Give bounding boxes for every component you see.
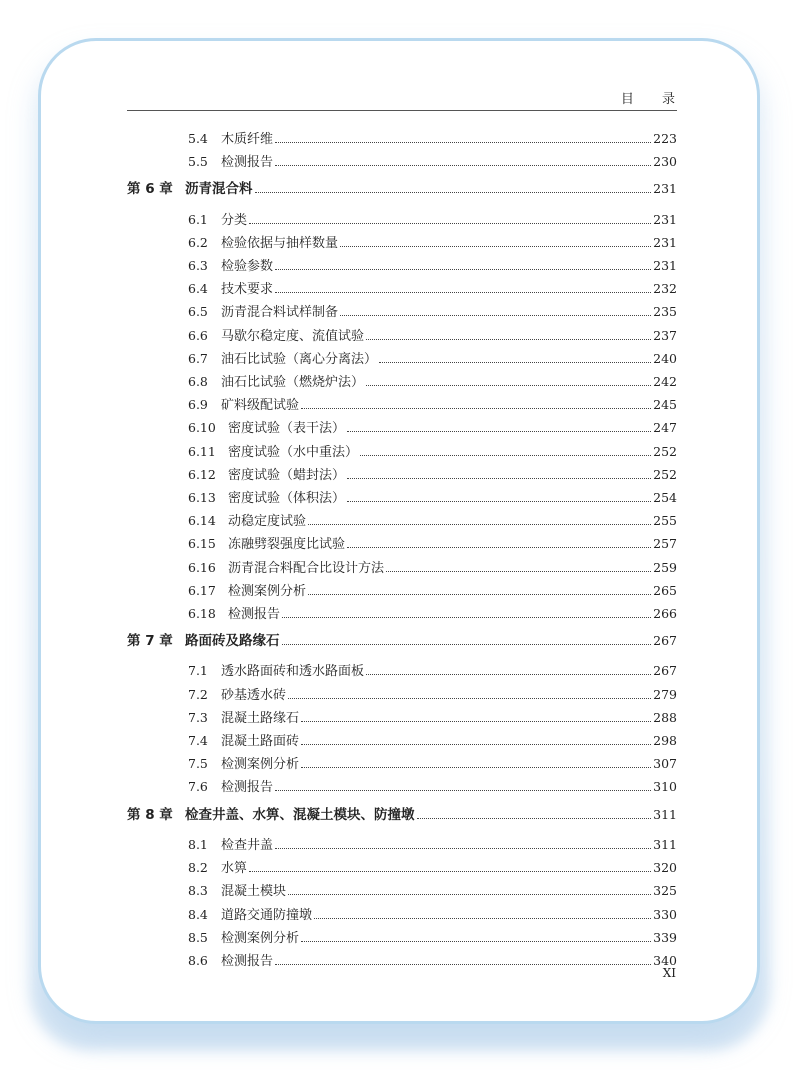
toc-entry-page: 231 xyxy=(653,234,677,250)
toc-entry-title: 检查井盖、水箅、混凝土模块、防撞墩 xyxy=(185,806,415,823)
toc-entry-page: 223 xyxy=(653,131,677,146)
toc-entry-number: 6.12 xyxy=(188,466,216,482)
toc-entry-page: 231 xyxy=(653,181,677,197)
toc-entry-title: 动稳定度试验 xyxy=(228,514,307,530)
toc-entry-page: 279 xyxy=(653,686,677,702)
toc-entry-number: 8.4 xyxy=(188,906,208,922)
dot-leader xyxy=(386,571,651,572)
dot-leader xyxy=(275,790,651,791)
dot-leader xyxy=(301,941,651,942)
toc-section-row[interactable] xyxy=(127,857,677,880)
toc-entry-title: 油石比试验（燃烧炉法） xyxy=(221,375,365,391)
toc-entry-number: 7.2 xyxy=(188,686,208,702)
toc-entry-title: 路面砖及路缘石 xyxy=(185,633,280,650)
toc-entry-page: 267 xyxy=(653,663,677,679)
toc-entry-title: 矿料级配试验 xyxy=(221,398,300,414)
toc-entry-number: 6.10 xyxy=(188,420,216,436)
dot-leader xyxy=(417,818,652,819)
dot-leader xyxy=(379,362,651,363)
toc-entry-page: 242 xyxy=(653,374,677,390)
toc-entry-title: 木质纤维 xyxy=(221,132,274,147)
toc-section-row[interactable] xyxy=(127,776,677,799)
toc-entry-page: 310 xyxy=(653,779,677,795)
toc-entry-title: 检测报告 xyxy=(221,780,274,796)
toc-entry-number: 8.3 xyxy=(188,883,208,899)
toc-section-row[interactable] xyxy=(127,603,677,626)
toc-entry-number: 6.6 xyxy=(188,327,208,343)
toc-entry-number: 6.15 xyxy=(188,536,216,552)
toc-section-row[interactable] xyxy=(127,255,677,278)
toc-section-row[interactable] xyxy=(127,880,677,903)
toc-entry-page: 254 xyxy=(653,490,677,506)
toc-chapter-row[interactable] xyxy=(127,178,677,200)
toc-entry-page: 265 xyxy=(653,582,677,598)
dot-leader xyxy=(249,223,651,224)
toc-section-row[interactable] xyxy=(127,209,677,232)
toc-entry-page: 259 xyxy=(653,559,677,575)
dot-leader xyxy=(366,339,651,340)
toc-entry-title: 检测报告 xyxy=(221,155,274,171)
toc-chapter-row[interactable] xyxy=(127,630,677,652)
toc-section-row[interactable] xyxy=(127,151,677,174)
toc-entry-number: 8.1 xyxy=(188,836,208,852)
toc-entry-number: 7.6 xyxy=(188,779,208,795)
toc-entry-page: 311 xyxy=(653,806,677,822)
toc-entry-number: 6.9 xyxy=(188,397,208,413)
toc-section-row[interactable] xyxy=(127,834,677,857)
toc-entry-title: 水箅 xyxy=(221,861,248,877)
toc-section-row[interactable] xyxy=(127,927,677,950)
toc-entry-page: 339 xyxy=(653,929,677,945)
dot-leader xyxy=(347,501,651,502)
toc-entry-number: 6.16 xyxy=(188,559,216,575)
toc-section-row[interactable] xyxy=(127,441,677,464)
toc-entry-number: 6.11 xyxy=(188,443,216,459)
toc-entry-title: 分类 xyxy=(221,212,248,228)
toc-entry-number: 7.5 xyxy=(188,756,208,772)
toc-entry-page: 340 xyxy=(653,952,677,968)
dot-leader xyxy=(301,408,651,409)
toc-entry-title: 检测案例分析 xyxy=(228,583,307,599)
toc-section-row[interactable] xyxy=(127,580,677,603)
toc-entry-title: 检测报告 xyxy=(221,953,274,969)
toc-section-row[interactable] xyxy=(127,278,677,301)
toc-entry-page: 230 xyxy=(653,154,677,170)
toc-entry-page: 325 xyxy=(653,883,677,899)
toc-entry-number: 6.3 xyxy=(188,258,208,274)
toc-entry-number: 8.6 xyxy=(188,952,208,968)
toc-entry-number: 7.1 xyxy=(188,663,208,679)
toc-entry-page: 231 xyxy=(653,211,677,227)
toc-section-row[interactable] xyxy=(127,348,677,371)
toc-entry-number: 8.5 xyxy=(188,929,208,945)
dot-leader xyxy=(255,192,652,193)
toc-section-row[interactable] xyxy=(127,325,677,348)
toc-chapter-row[interactable] xyxy=(127,804,677,826)
toc-entry-page: 252 xyxy=(653,466,677,482)
dot-leader xyxy=(360,455,651,456)
toc-entry-title: 技术要求 xyxy=(221,282,274,298)
toc-entry-title: 油石比试验（离心分离法） xyxy=(221,351,378,367)
dot-leader xyxy=(301,721,651,722)
toc-entry-number: 6.17 xyxy=(188,582,216,598)
dot-leader xyxy=(288,894,651,895)
toc-entry-number: 6.1 xyxy=(188,211,208,227)
toc-section-row[interactable] xyxy=(127,128,677,151)
toc-section-row[interactable] xyxy=(127,487,677,510)
toc-entry-number: 7.4 xyxy=(188,733,208,749)
header-title: 目 录 xyxy=(620,92,687,107)
toc-entry-number: 5.4 xyxy=(188,131,208,146)
dot-leader xyxy=(308,594,651,595)
toc-entry-page: 307 xyxy=(653,756,677,772)
toc-entry-page: 257 xyxy=(653,536,677,552)
toc-entry-page: 298 xyxy=(653,733,677,749)
toc-section-row[interactable] xyxy=(127,557,677,580)
toc-entry-number: 第 6 章 xyxy=(127,181,173,198)
toc-entry-title: 检测报告 xyxy=(228,607,281,623)
toc-entry-title: 检测案例分析 xyxy=(221,757,300,773)
dot-leader xyxy=(308,524,651,525)
toc-entry-title: 检测案例分析 xyxy=(221,930,300,946)
toc-entry-title: 沥青混合料配合比设计方法 xyxy=(228,560,385,576)
dot-leader xyxy=(275,142,651,143)
toc-entry-title: 检验参数 xyxy=(221,259,274,275)
toc-entry-title: 密度试验（水中重法） xyxy=(228,444,359,460)
table-of-contents xyxy=(127,128,677,973)
toc-entry-title: 冻融劈裂强度比试验 xyxy=(228,537,346,553)
toc-entry-number: 8.2 xyxy=(188,860,208,876)
toc-entry-number: 6.5 xyxy=(188,304,208,320)
toc-section-row[interactable] xyxy=(127,371,677,394)
toc-section-row[interactable] xyxy=(127,510,677,533)
toc-section-row[interactable] xyxy=(127,660,677,683)
dot-leader xyxy=(347,547,651,548)
toc-section-row[interactable] xyxy=(127,684,677,707)
toc-section-row[interactable] xyxy=(127,904,677,927)
toc-entry-number: 7.3 xyxy=(188,709,208,725)
toc-entry-title: 密度试验（体积法） xyxy=(228,491,346,507)
dot-leader xyxy=(282,644,652,645)
dot-leader xyxy=(347,478,651,479)
toc-entry-title: 透水路面砖和透水路面板 xyxy=(221,664,365,680)
toc-entry-page: 255 xyxy=(653,513,677,529)
dot-leader xyxy=(275,964,651,965)
dot-leader xyxy=(340,315,651,316)
toc-entry-title: 道路交通防撞墩 xyxy=(221,907,313,923)
toc-entry-title: 混凝土模块 xyxy=(221,884,287,900)
toc-entry-number: 6.13 xyxy=(188,490,216,506)
toc-section-row[interactable] xyxy=(127,533,677,556)
toc-section-row[interactable] xyxy=(127,730,677,753)
dot-leader xyxy=(314,918,651,919)
toc-entry-page: 320 xyxy=(653,860,677,876)
toc-entry-page: 237 xyxy=(653,327,677,343)
dot-leader xyxy=(366,385,651,386)
toc-entry-page: 247 xyxy=(653,420,677,436)
dot-leader xyxy=(275,292,651,293)
toc-entry-number: 第 7 章 xyxy=(127,633,173,650)
toc-entry-page: 245 xyxy=(653,397,677,413)
toc-entry-title: 砂基透水砖 xyxy=(221,687,287,703)
page-number: XI xyxy=(662,966,676,980)
toc-entry-title: 检验依据与抽样数量 xyxy=(221,235,339,251)
toc-section-row[interactable] xyxy=(127,707,677,730)
toc-entry-page: 232 xyxy=(653,281,677,297)
toc-entry-page: 330 xyxy=(653,906,677,922)
dot-leader xyxy=(275,165,651,166)
toc-entry-page: 311 xyxy=(653,836,677,852)
dot-leader xyxy=(275,848,651,849)
dot-leader xyxy=(275,269,651,270)
toc-entry-page: 235 xyxy=(653,304,677,320)
toc-entry-title: 密度试验（表干法） xyxy=(228,421,346,437)
toc-entry-title: 沥青混合料试样制备 xyxy=(221,305,339,321)
toc-section-row[interactable] xyxy=(127,232,677,255)
toc-entry-title: 混凝土路缘石 xyxy=(221,710,300,726)
toc-entry-number: 6.7 xyxy=(188,350,208,366)
toc-entry-title: 混凝土路面砖 xyxy=(221,734,300,750)
toc-section-row[interactable] xyxy=(127,417,677,440)
toc-entry-title: 检查井盖 xyxy=(221,837,274,853)
toc-entry-title: 马歇尔稳定度、流值试验 xyxy=(221,328,365,344)
dot-leader xyxy=(347,431,651,432)
toc-entry-page: 267 xyxy=(653,633,677,649)
toc-entry-number: 第 8 章 xyxy=(127,806,173,823)
toc-entry-page: 266 xyxy=(653,606,677,622)
toc-entry-number: 6.2 xyxy=(188,234,208,250)
toc-entry-page: 240 xyxy=(653,350,677,366)
dot-leader xyxy=(282,617,651,618)
toc-entry-page: 288 xyxy=(653,709,677,725)
dot-leader xyxy=(301,744,651,745)
dot-leader xyxy=(301,767,651,768)
dot-leader xyxy=(249,871,651,872)
toc-section-row[interactable] xyxy=(127,950,677,973)
toc-entry-number: 6.8 xyxy=(188,374,208,390)
toc-section-row[interactable] xyxy=(127,464,677,487)
toc-section-row[interactable] xyxy=(127,301,677,324)
toc-entry-title: 沥青混合料 xyxy=(185,181,253,198)
dot-leader xyxy=(340,246,651,247)
dot-leader xyxy=(288,698,651,699)
toc-entry-number: 6.18 xyxy=(188,606,216,622)
toc-entry-number: 6.14 xyxy=(188,513,216,529)
dot-leader xyxy=(366,674,651,675)
toc-entry-page: 231 xyxy=(653,258,677,274)
toc-entry-page: 252 xyxy=(653,443,677,459)
running-header xyxy=(127,88,687,111)
toc-entry-number: 6.4 xyxy=(188,281,208,297)
toc-section-row[interactable] xyxy=(127,753,677,776)
toc-entry-number: 5.5 xyxy=(188,154,208,170)
toc-section-row[interactable] xyxy=(127,394,677,417)
toc-entry-title: 密度试验（蜡封法） xyxy=(228,467,346,483)
